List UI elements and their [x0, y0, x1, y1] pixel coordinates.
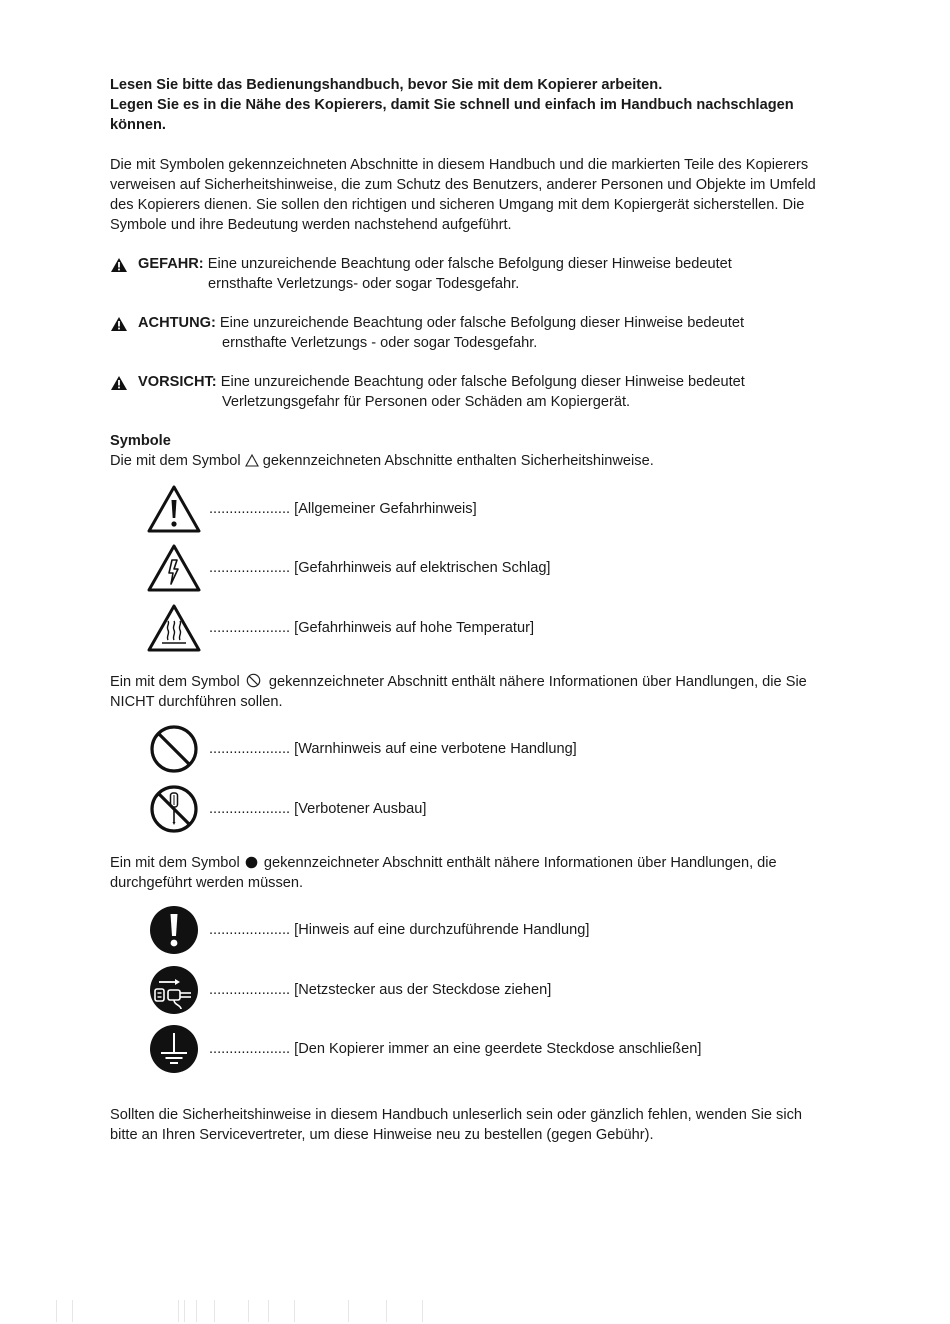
- no-disassembly-icon: [146, 783, 202, 835]
- prohibit-intro-a: Ein mit dem Symbol: [110, 673, 240, 690]
- general-warning-icon: [146, 483, 202, 535]
- list-item: [146, 720, 830, 780]
- safety-page: [110, 75, 830, 1145]
- intro-block: [110, 75, 830, 135]
- symbol-label: .................... [Warnhinweis auf eine verbotene Handlung]: [209, 741, 577, 758]
- warning-text-2: ernsthafte Verletzungs - oder sogar Todesgefahr.: [222, 335, 538, 351]
- symbol-label: .................... [Gefahrhinweis auf hohe Temperatur]: [209, 619, 535, 636]
- ground-icon: [146, 1023, 202, 1075]
- caution-intro-a: Die mit dem Symbol: [110, 453, 241, 469]
- warning-achtung: [110, 313, 830, 353]
- mandatory-filled-circle-icon: [245, 856, 258, 869]
- symbol-label: .................... [Netzstecker aus der Steckdose ziehen]: [209, 981, 552, 998]
- list-item: [146, 779, 830, 839]
- symbol-label: .................... [Den Kopierer immer an eine geerdete Steckdose anschließen]: [209, 1041, 702, 1058]
- closing-paragraph: Sollten die Sicherheitshinweise in diesem Handbuch unleserlich sein oder gänzlich fehlen, wenden Sie sich bitte an Ihren Servicevertreter, um diese Hinweise neu zu bestellen (gegen Gebühr).: [110, 1107, 802, 1143]
- list-item: [146, 598, 830, 658]
- warning-term: VORSICHT:: [138, 374, 217, 390]
- warning-vorsicht: [110, 372, 830, 412]
- symbol-label: .................... [Gefahrhinweis auf elektrischen Schlag]: [209, 560, 551, 577]
- warning-gefahr: [110, 254, 830, 294]
- warning-term: GEFAHR:: [138, 256, 204, 272]
- warning-triangle-icon: [110, 257, 128, 273]
- caution-intro-b: gekennzeichneten Abschnitte enthalten Sicherheitshinweise.: [262, 453, 654, 469]
- symbol-label: .................... [Verbotener Ausbau]: [209, 800, 427, 817]
- warning-triangle-icon: [110, 375, 128, 391]
- mandatory-intro-a: Ein mit dem Symbol: [110, 854, 240, 871]
- warning-text-1: Eine unzureichende Beachtung oder falsche Befolgung dieser Hinweise bedeutet: [220, 374, 745, 390]
- list-item: [146, 539, 830, 599]
- page-edge-marks: [56, 1300, 436, 1322]
- symbole-heading: Symbole: [110, 433, 171, 449]
- unplug-icon: [146, 964, 202, 1016]
- high-temperature-warning-icon: [146, 602, 202, 654]
- list-item: [146, 1020, 830, 1080]
- list-item: [146, 901, 830, 961]
- symbol-label: .................... [Hinweis auf eine durchzuführende Handlung]: [209, 922, 590, 939]
- list-item: [146, 479, 830, 539]
- caution-symbol-list: [146, 479, 830, 658]
- warning-text-2: Verletzungsgefahr für Personen oder Schäden am Kopiergerät.: [222, 394, 631, 410]
- symbol-label: .................... [Allgemeiner Gefahrhinweis]: [209, 500, 477, 517]
- list-item: [146, 960, 830, 1020]
- warning-triangle-icon: [110, 316, 128, 332]
- electric-shock-warning-icon: [146, 542, 202, 594]
- symbole-section: [110, 431, 830, 1079]
- prohibit-symbol-list: [146, 720, 830, 839]
- warning-text-1: Eine unzureichende Beachtung oder falsche Befolgung dieser Hinweise bedeutet: [207, 256, 732, 272]
- intro-line-2: Legen Sie es in die Nähe des Kopierers, damit Sie schnell und einfach im Handbuch nachschlagen können.: [110, 97, 794, 133]
- prohibited-action-icon: [146, 723, 202, 775]
- warning-text-2: ernsthafte Verletzungs- oder sogar Todesgefahr.: [208, 276, 520, 292]
- caution-triangle-outline-icon: [245, 454, 259, 467]
- mandatory-symbol-list: [146, 901, 830, 1080]
- symbols-explanation: Die mit Symbolen gekennzeichneten Abschnitte in diesem Handbuch und die markierten Teile des Kopierers verweisen auf Sicherheitshinweise, die zum Schutz des Benutzers, anderer Personen und Objekte im Umfeld des Kopierers dienen. Sie sollen den richtigen und sicheren Umgang mit dem Kopiergerät sicherstellen. Die Symbole und ihre Bedeutung werden nachstehend aufgeführt.: [110, 157, 816, 233]
- warning-term: ACHTUNG:: [138, 315, 216, 331]
- intro-line-1: Lesen Sie bitte das Bedienungshandbuch, bevor Sie mit dem Kopierer arbeiten.: [110, 77, 663, 93]
- mandatory-action-icon: [146, 904, 202, 956]
- prohibit-intro-b: gekennzeichneter Abschnitt enthält nähere Informationen über Handlungen, die Sie NICHT durchführen sollen.: [110, 673, 807, 710]
- mandatory-intro-b: gekennzeichneter Abschnitt enthält nähere Informationen über Handlungen, die durchgeführt werden müssen.: [110, 854, 777, 891]
- warning-text-1: Eine unzureichende Beachtung oder falsche Befolgung dieser Hinweise bedeutet: [219, 315, 745, 331]
- prohibition-outline-icon: [246, 673, 261, 688]
